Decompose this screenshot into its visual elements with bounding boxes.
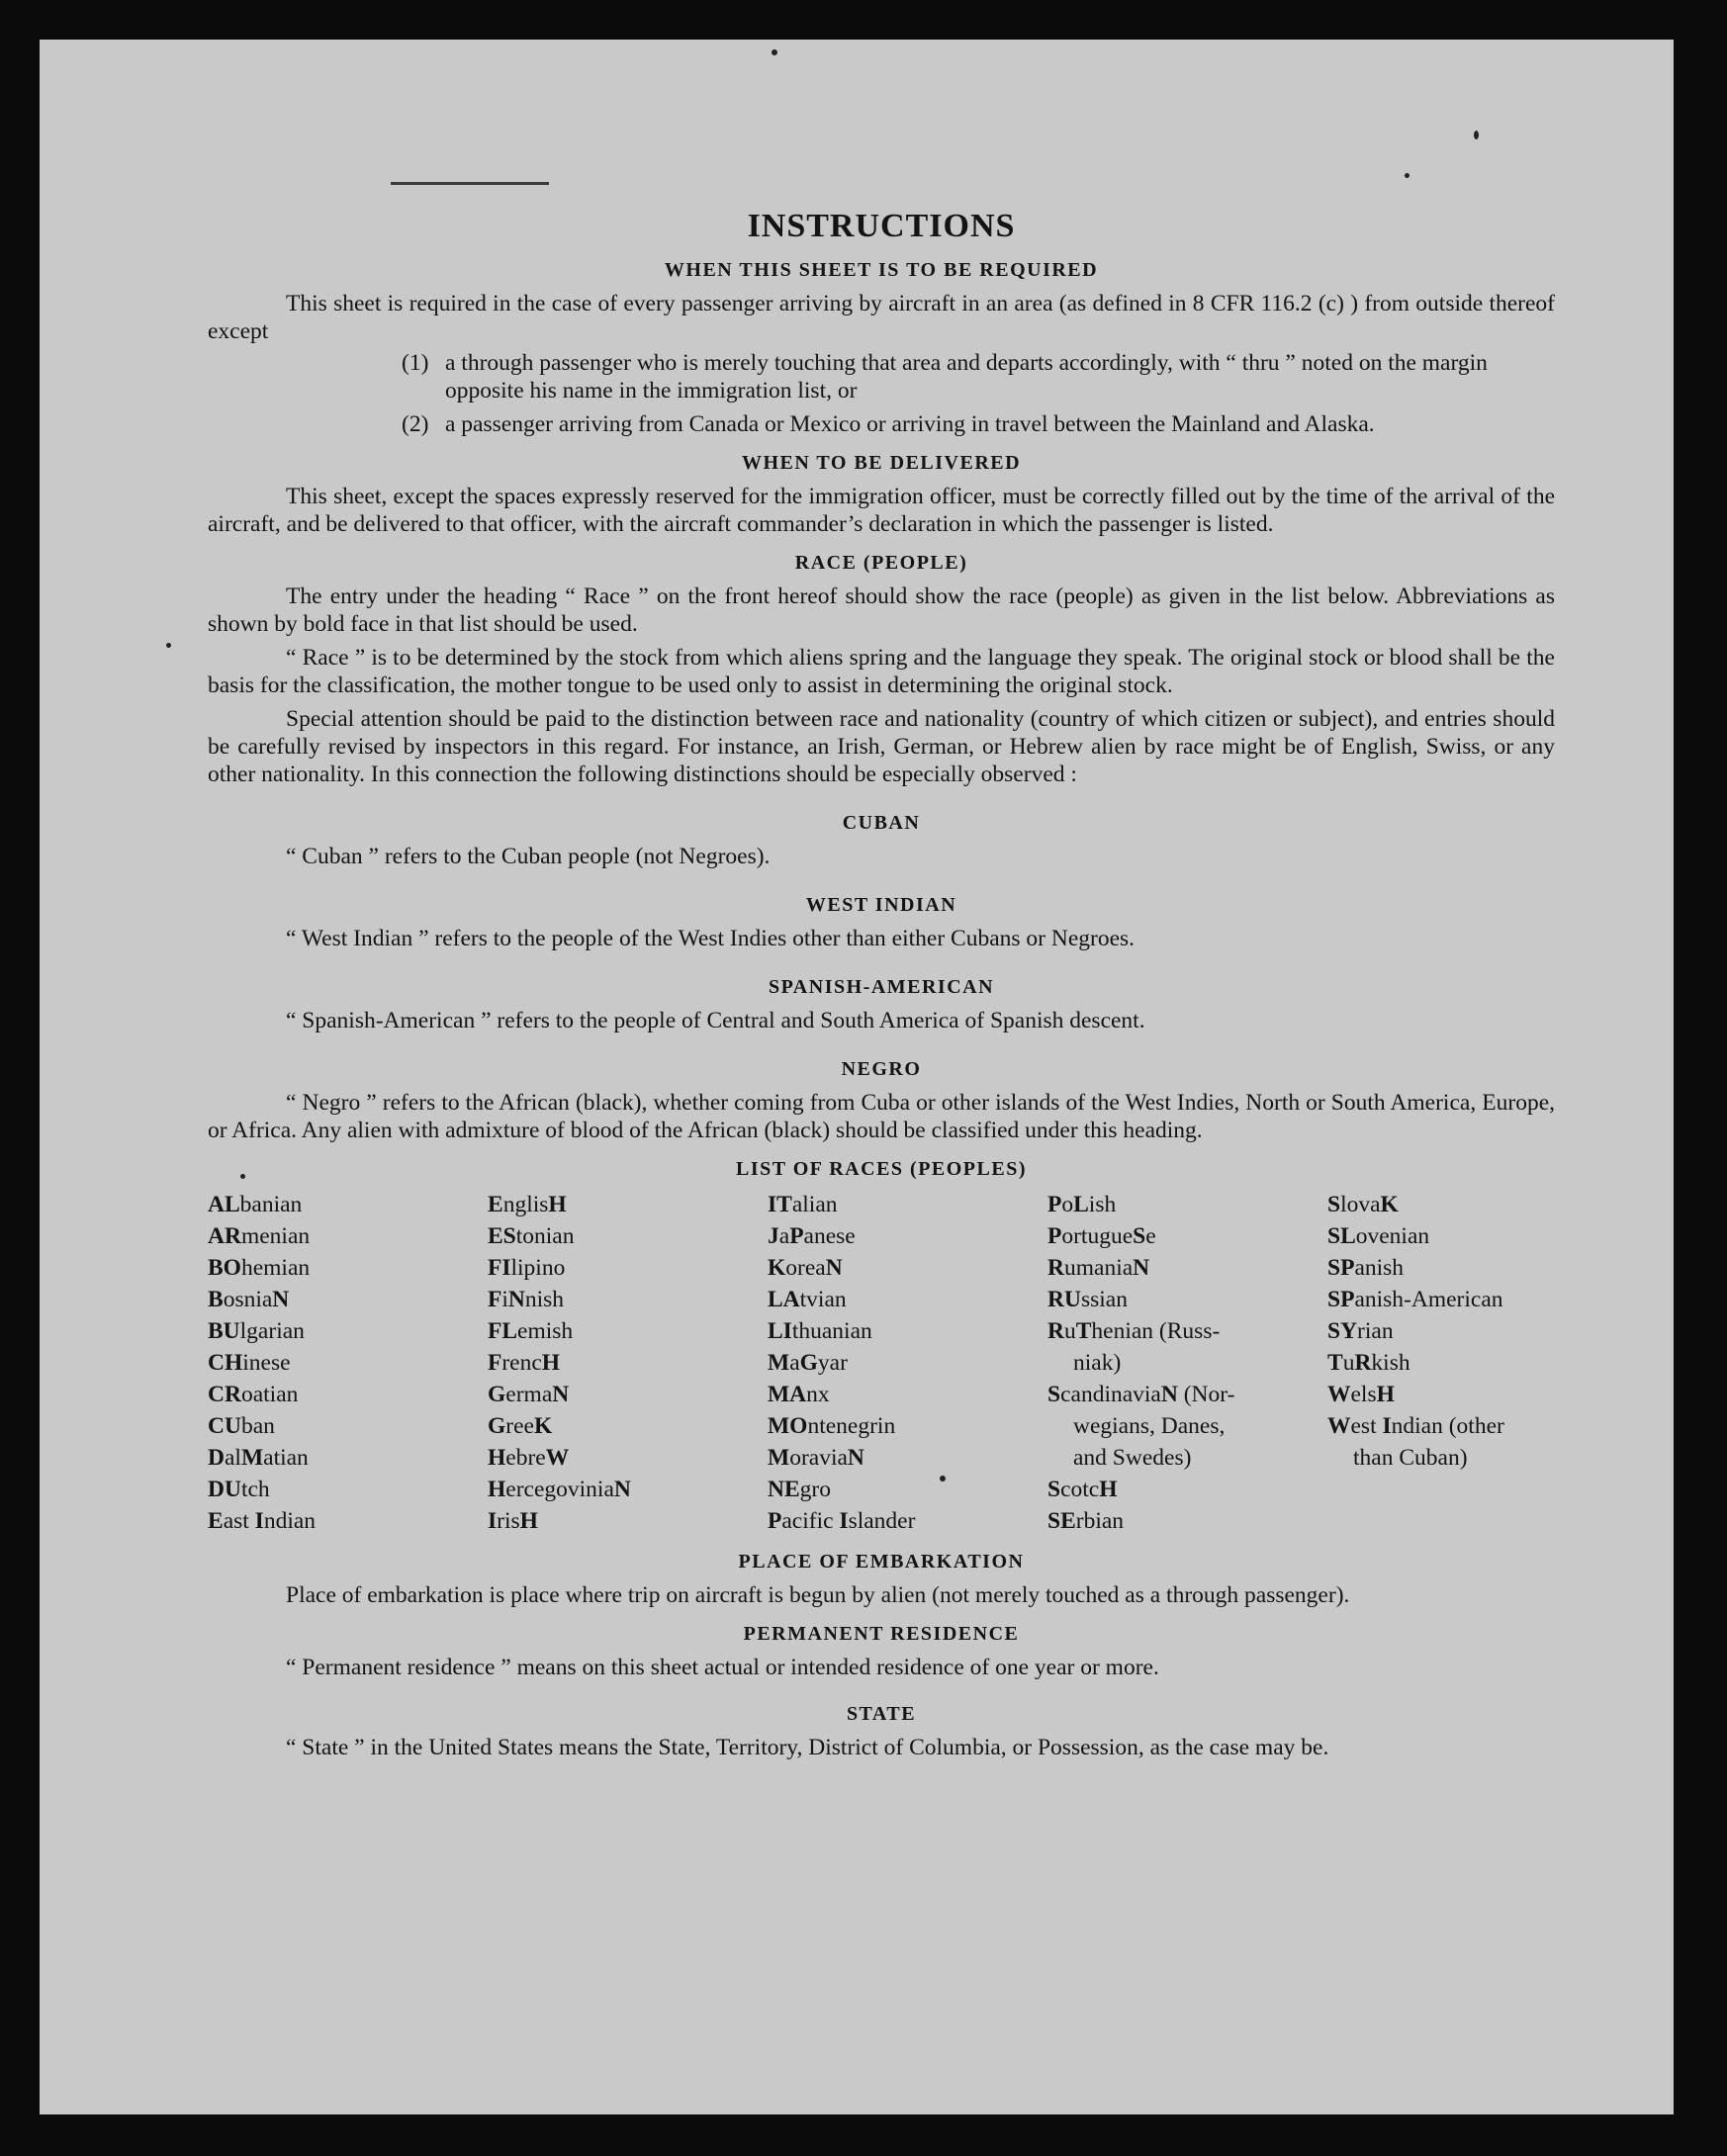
exception-number: (1) <box>402 350 429 376</box>
document-page <box>40 40 1674 2114</box>
spanish-american-text: “ Spanish-American ” refers to the people of Central and South America of Spanish descent. <box>286 1008 1145 1033</box>
cuban-text: “ Cuban ” refers to the Cuban people (not Negroes). <box>286 844 771 869</box>
race-entry: MoraviaN <box>768 1445 864 1471</box>
instructions-body <box>208 208 1555 1761</box>
page-title: INSTRUCTIONS <box>747 208 1016 244</box>
race-entry: SPanish-American <box>1327 1287 1503 1312</box>
speck <box>1474 131 1479 139</box>
race-entry: PortugueSe <box>1047 1223 1156 1249</box>
race-entry: RuThenian (Russ- <box>1047 1318 1221 1344</box>
race-entry: MaGyar <box>768 1350 848 1376</box>
exception-number: (2) <box>402 411 429 437</box>
race-entry: NEgro <box>768 1477 831 1502</box>
race-entry: wegians, Danes, <box>1073 1413 1226 1439</box>
permanent-residence-text: “ Permanent residence ” means on this sheet actual or intended residence of one year or more. <box>286 1655 1159 1680</box>
heading-state: STATE <box>846 1703 917 1725</box>
race-entry: ScotcH <box>1047 1477 1118 1502</box>
race-column <box>1047 1189 1315 1537</box>
heading-spanish-american: SPANISH-AMERICAN <box>768 976 995 998</box>
race-entry: WelsH <box>1327 1382 1395 1407</box>
race-entry: FIlipino <box>488 1255 566 1281</box>
race-entry: ITalian <box>768 1192 838 1217</box>
race-entry: and Swedes) <box>1073 1445 1192 1471</box>
race-entry: RumaniaN <box>1047 1255 1150 1281</box>
heading-list-of-races: LIST OF RACES (PEOPLES) <box>735 1158 1027 1180</box>
race-entry: BUlgarian <box>208 1318 305 1344</box>
race-column <box>768 1189 1035 1537</box>
race-entry: IrisH <box>488 1508 538 1534</box>
race-entry: West Indian (other <box>1327 1413 1504 1439</box>
race-entry: ScandinaviaN (Nor- <box>1047 1382 1235 1407</box>
heading-embarkation: PLACE OF EMBARKATION <box>738 1551 1025 1572</box>
heading-race: RACE (PEOPLE) <box>794 552 968 574</box>
race-column <box>208 1189 475 1537</box>
race-entry: CHinese <box>208 1350 291 1376</box>
speck <box>772 49 777 55</box>
when-required-intro: This sheet is required in the case of every passenger arriving by aircraft in an area (as defined in 8 CFR 116.2 (c) ) from outside thereof except <box>208 291 1555 344</box>
speck <box>1405 173 1409 178</box>
race-entry: EnglisH <box>488 1192 567 1217</box>
race-entry: SErbian <box>1047 1508 1125 1534</box>
race-entry: CRoatian <box>208 1382 299 1407</box>
race-entry: CUban <box>208 1413 275 1439</box>
when-delivered-text: This sheet, except the spaces expressly reserved for the immigration officer, must be correctly filled out by the time of the arrival of the aircraft, and be delivered to that officer, with the aircraft commander’s declaration in which the passenger is listed. <box>208 484 1555 537</box>
exception-text: a passenger arriving from Canada or Mexico or arriving in travel between the Mainland and Alaska. <box>445 411 1375 437</box>
heading-permanent-residence: PERMANENT RESIDENCE <box>743 1623 1020 1645</box>
race-entry: HebreW <box>488 1445 570 1471</box>
race-entry: than Cuban) <box>1353 1445 1468 1471</box>
heading-when-delivered: WHEN TO BE DELIVERED <box>741 452 1022 474</box>
race-entry: DalMatian <box>208 1445 309 1471</box>
race-entry: EStonian <box>488 1223 575 1249</box>
race-entry: FrencH <box>488 1350 561 1376</box>
heading-negro: NEGRO <box>841 1058 922 1080</box>
race-entry: SlovaK <box>1327 1192 1399 1217</box>
exception-text: a through passenger who is merely touching that area and departs accordingly, with “ thru ” noted on the margin opposite his name in the immigration list, or <box>445 350 1488 404</box>
race-entry: DUtch <box>208 1477 270 1502</box>
heading-when-required: WHEN THIS SHEET IS TO BE REQUIRED <box>664 259 1099 281</box>
race-paragraph-3: Special attention should be paid to the distinction between race and nationality (country of which citizen or subject), and entries should be carefully revised by inspectors in this regard. For instance, an Irish, German, or Hebrew alien by race might be of English, Swiss, or any other nationality. In this connection the following distinctions should be especially observed : <box>208 706 1555 787</box>
race-entry: East Indian <box>208 1508 317 1534</box>
race-column <box>1327 1189 1555 1537</box>
race-entry: HercegoviniaN <box>488 1477 631 1502</box>
race-entry: TuRkish <box>1327 1350 1410 1376</box>
race-entry: GreeK <box>488 1413 553 1439</box>
race-paragraph-1 <box>208 583 1555 638</box>
heading-cuban: CUBAN <box>842 812 921 834</box>
exception-item <box>208 349 1555 404</box>
race-entry: KoreaN <box>768 1255 843 1281</box>
embarkation-text: Place of embarkation is place where trip on aircraft is begun by alien (not merely touched as a through passenger). <box>286 1582 1350 1608</box>
race-entry: MOntenegrin <box>768 1413 896 1439</box>
heading-west-indian: WEST INDIAN <box>805 894 957 916</box>
race-entry: SLovenian <box>1327 1223 1430 1249</box>
race-entry: FiNnish <box>488 1287 565 1312</box>
race-entry: BosniaN <box>208 1287 290 1312</box>
race-entry: niak) <box>1073 1350 1122 1376</box>
race-entry: SYrian <box>1327 1318 1394 1344</box>
race-column <box>488 1189 755 1537</box>
race-entry: LIthuanian <box>768 1318 872 1344</box>
race-paragraph-2: “ Race ” is to be determined by the stock from which aliens spring and the language they speak. The original stock or blood shall be the basis for the classification, the mother tongue to be used only to assist in determining the original stock. <box>208 645 1555 698</box>
race-entry: LAtvian <box>768 1287 847 1312</box>
race-list <box>208 1189 1555 1537</box>
scan-mark <box>391 182 549 185</box>
race-entry: GermaN <box>488 1382 570 1407</box>
state-text: “ State ” in the United States means the State, Territory, District of Columbia, or Possession, as the case may be. <box>286 1735 1329 1760</box>
speck <box>166 643 171 648</box>
race-entry: Pacific Islander <box>768 1508 916 1534</box>
race-p1-text: The entry under the heading “ Race ” on the front hereof should show the race (people) as given in the list below. Abbreviations as shown by bold face in that list should be used. <box>208 584 1555 637</box>
race-entry: BOhemian <box>208 1255 311 1281</box>
exception-item <box>208 410 1555 438</box>
race-entry: PoLish <box>1047 1192 1117 1217</box>
race-entry: MAnx <box>768 1382 830 1407</box>
west-indian-text: “ West Indian ” refers to the people of the West Indies other than either Cubans or Negroes. <box>286 926 1136 951</box>
race-entry: RUssian <box>1047 1287 1128 1312</box>
negro-text: “ Negro ” refers to the African (black), whether coming from Cuba or other islands of the West Indies, North or South America, Europe, or Africa. Any alien with admixture of blood of the African (black) should be classified under this heading. <box>208 1090 1555 1143</box>
race-entry: ALbanian <box>208 1192 303 1217</box>
race-entry: JaPanese <box>768 1223 856 1249</box>
race-entry: ARmenian <box>208 1223 311 1249</box>
race-entry: FLemish <box>488 1318 574 1344</box>
race-entry: SPanish <box>1327 1255 1405 1281</box>
